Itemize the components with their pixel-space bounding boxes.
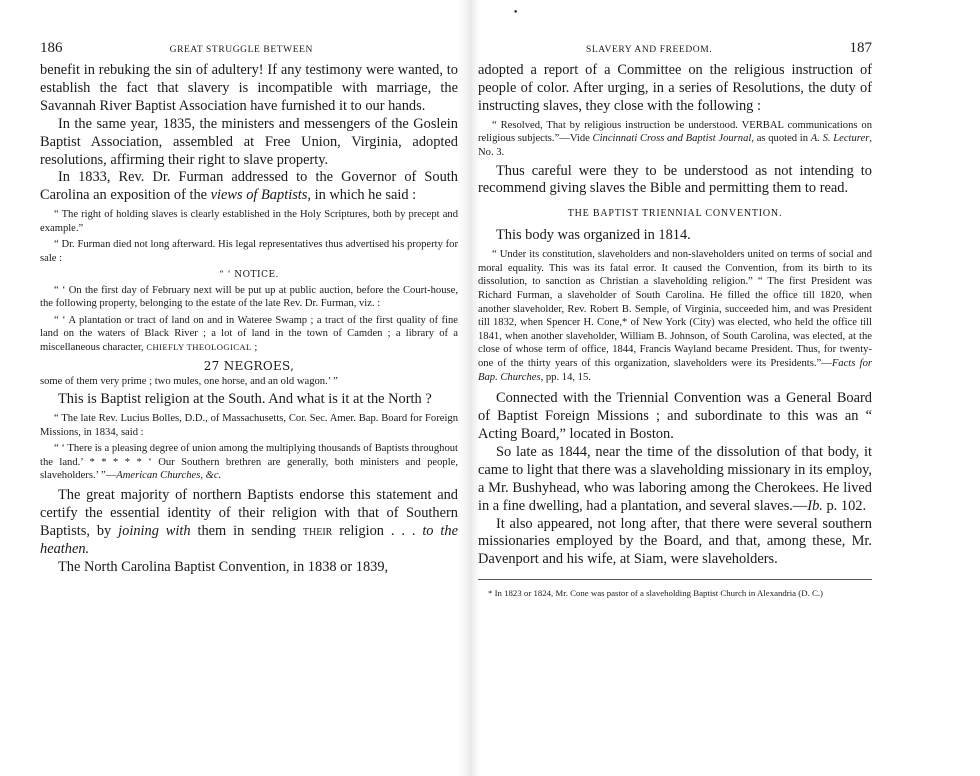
text-run: p. 102. (822, 497, 867, 514)
italic-text: joining with (118, 522, 191, 539)
right-running-header (478, 40, 872, 62)
small-caps-text: their (302, 522, 333, 539)
paragraph (40, 169, 458, 205)
italic-text: Cincinnati Cross and Baptist Journal (592, 133, 752, 145)
text-run: “ Resolved, That by religious instruction be understood. VERBAL communications on religious subjects.”—Vide (478, 119, 872, 145)
left-page-number: 186 (40, 40, 63, 56)
block-quote (40, 314, 458, 355)
text-run: them in sending (190, 522, 303, 539)
left-page-body (40, 62, 458, 205)
paragraph: adopted a report of a Committee on the religious instruction of people of color. After urging, in a series of Resolutions, the duty of instructing slaves, they close with the following : (478, 62, 872, 114)
paragraph: This is Baptist religion at the South. And what is it at the North ? (58, 391, 432, 408)
block-quote: “ The right of holding slaves is clearly established in the Holy Scriptures, both by precept and example.” (40, 209, 458, 234)
right-page-body-2 (478, 163, 872, 199)
paragraph: Connected with the Triennial Convention was a General Board of Baptist Foreign Missions ; and subordinate to this was an “ Acting Board,” located in Boston. (478, 390, 872, 442)
right-page (478, 40, 872, 600)
paragraph: Thus careful were they to be understood as not intending to recommend giving slaves the Bible and permitting them to read. (478, 162, 872, 197)
small-caps-text: CHIEFLY THEOLOGICAL (146, 342, 252, 352)
block-quote: some of them very prime ; two mules, one horse, and an old wagon.’ ” (40, 375, 338, 387)
italic-text: to the heathen. (40, 522, 458, 557)
paragraph: benefit in rebuking the sin of adultery! If any testimony were wanted, to establish the fact that slavery is incompatible with marriage, the Savannah River Baptist Association have furnished it to our hands. (40, 62, 458, 114)
paragraph: It also appeared, not long after, that there were several southern missionaries employed by the Board, and that, among these, Mr. Davenport and his wife, at Siam, were slaveholders. (478, 515, 872, 568)
book-gutter (458, 0, 480, 776)
text-run: , as quoted in (751, 133, 811, 145)
block-quote: “ The late Rev. Lucius Bolles, D.D., of Massachusetts, Cor. Sec. Amer. Bap. Board for Foreign Missions, in 1834, said : (40, 413, 458, 438)
right-page-body-3 (478, 227, 872, 245)
footnote-divider (478, 579, 872, 580)
text-run: religion . . . (332, 522, 423, 539)
paragraph (478, 444, 872, 516)
footnote: * In 1823 or 1824, Mr. Cone was pastor of a slaveholding Baptist Church in Alexandria (D. C.) (488, 588, 823, 599)
text-run: , pp. 14, 15. (540, 371, 591, 383)
paragraph: In the same year, 1835, the ministers and messengers of the Goslein Baptist Association, assembled at Free Union, Virginia, adopted resolutions, affirming their right to slave property. (40, 115, 458, 168)
italic-text: views of Baptists (210, 187, 308, 204)
paragraph (40, 487, 458, 559)
block-quote: “ Dr. Furman died not long afterward. His legal representatives thus advertised his property for sale : (40, 239, 458, 265)
left-page-body-continued (40, 391, 458, 409)
notice-heading: “ ‘ NOTICE. (219, 269, 279, 280)
block-quote: “ ‘ On the first day of February next will be put up at public auction, before the Court-house, the following property, belonging to the estate of the late Rev. Dr. Furman, viz. : (40, 284, 458, 310)
right-page-body (478, 62, 872, 116)
right-page-body-4 (478, 390, 872, 569)
section-heading: THE BAPTIST TRIENNIAL CONVENTION. (567, 208, 783, 220)
left-running-header (40, 40, 458, 62)
paragraph: This body was organized in 1814. (496, 227, 691, 244)
text-run: “ ‘ There is a pleasing degree of union among the multiplying thousands of Baptists throughout the land.’ * * * * * ‘ Our Southern brethren are generally, both ministers and people, slaveholders.’ ”— (40, 443, 458, 482)
italic-text: A. S. Lecturer (810, 133, 870, 145)
text-run: ; (251, 342, 258, 353)
left-page (40, 40, 458, 577)
block-quote (478, 119, 872, 160)
text-run: In 1833, Rev. Dr. Furman addressed to the Governor of South Carolina an exposition of the (40, 169, 458, 204)
text-run: , No. 3. (478, 133, 873, 158)
text-run: , in which he said : (307, 187, 417, 204)
text-run: The great majority of northern Baptists endorse this statement and certify the essential identity of their religion with that of Southern Baptists, by (40, 487, 458, 539)
right-running-title: SLAVERY AND FREEDOM. (586, 45, 713, 55)
text-run: “ Under its constitution, slaveholders and non-slaveholders united on terms of social and moral equality. This was its fatal error. It caused the Convention, from its birth to its dissolution, to sanction as Christian a slaveholding religion.” “ The first President was Richard Furman, a slaveholder of South Carolina. He filled the office till 1820, when another slaveholder, Rev. Robert B. Semple, of Virginia, succeeded him, and was President till 1832, when Spencer H. Cone,* of New York (City) was elected, who held the office till 1841, when another slaveholder, William B. Johnson, of South Carolina, was elected, at the close of whose term of office, 1844, Francis Wayland became President. Thus, for twenty-one of the thirty years of this organization, slaveholders were its Presidents.”— (478, 249, 872, 369)
left-running-title: GREAT STRUGGLE BETWEEN (169, 45, 313, 55)
right-page-number: 187 (849, 40, 872, 56)
left-page-body-end (40, 487, 458, 577)
block-quote (40, 442, 458, 483)
italic-text: American Churches, &c. (116, 470, 222, 482)
italic-text: Ib. (807, 497, 823, 514)
scan-speck: • (513, 8, 519, 18)
text-run: “ ‘ A plantation or tract of land on and in Wateree Swamp ; a tract of the first quality of fine land on the waters of Black River ; a lot of land in the town of Camden ; a library of a miscellaneous character, (40, 314, 458, 353)
paragraph: The North Carolina Baptist Convention, in 1838 or 1839, (58, 558, 389, 575)
italic-text: Facts for Bap. Churches (478, 357, 872, 383)
negroes-heading: 27 NEGROES, (203, 358, 295, 373)
text-run: So late as 1844, near the time of the dissolution of that body, it came to light that there was a slaveholding missionary in its employ, a Mr. Bushyhead, who was laboring among the Cherokees. He lived in a fine dwelling, had a plantation, and several slaves.— (478, 443, 872, 514)
block-quote (478, 248, 872, 384)
